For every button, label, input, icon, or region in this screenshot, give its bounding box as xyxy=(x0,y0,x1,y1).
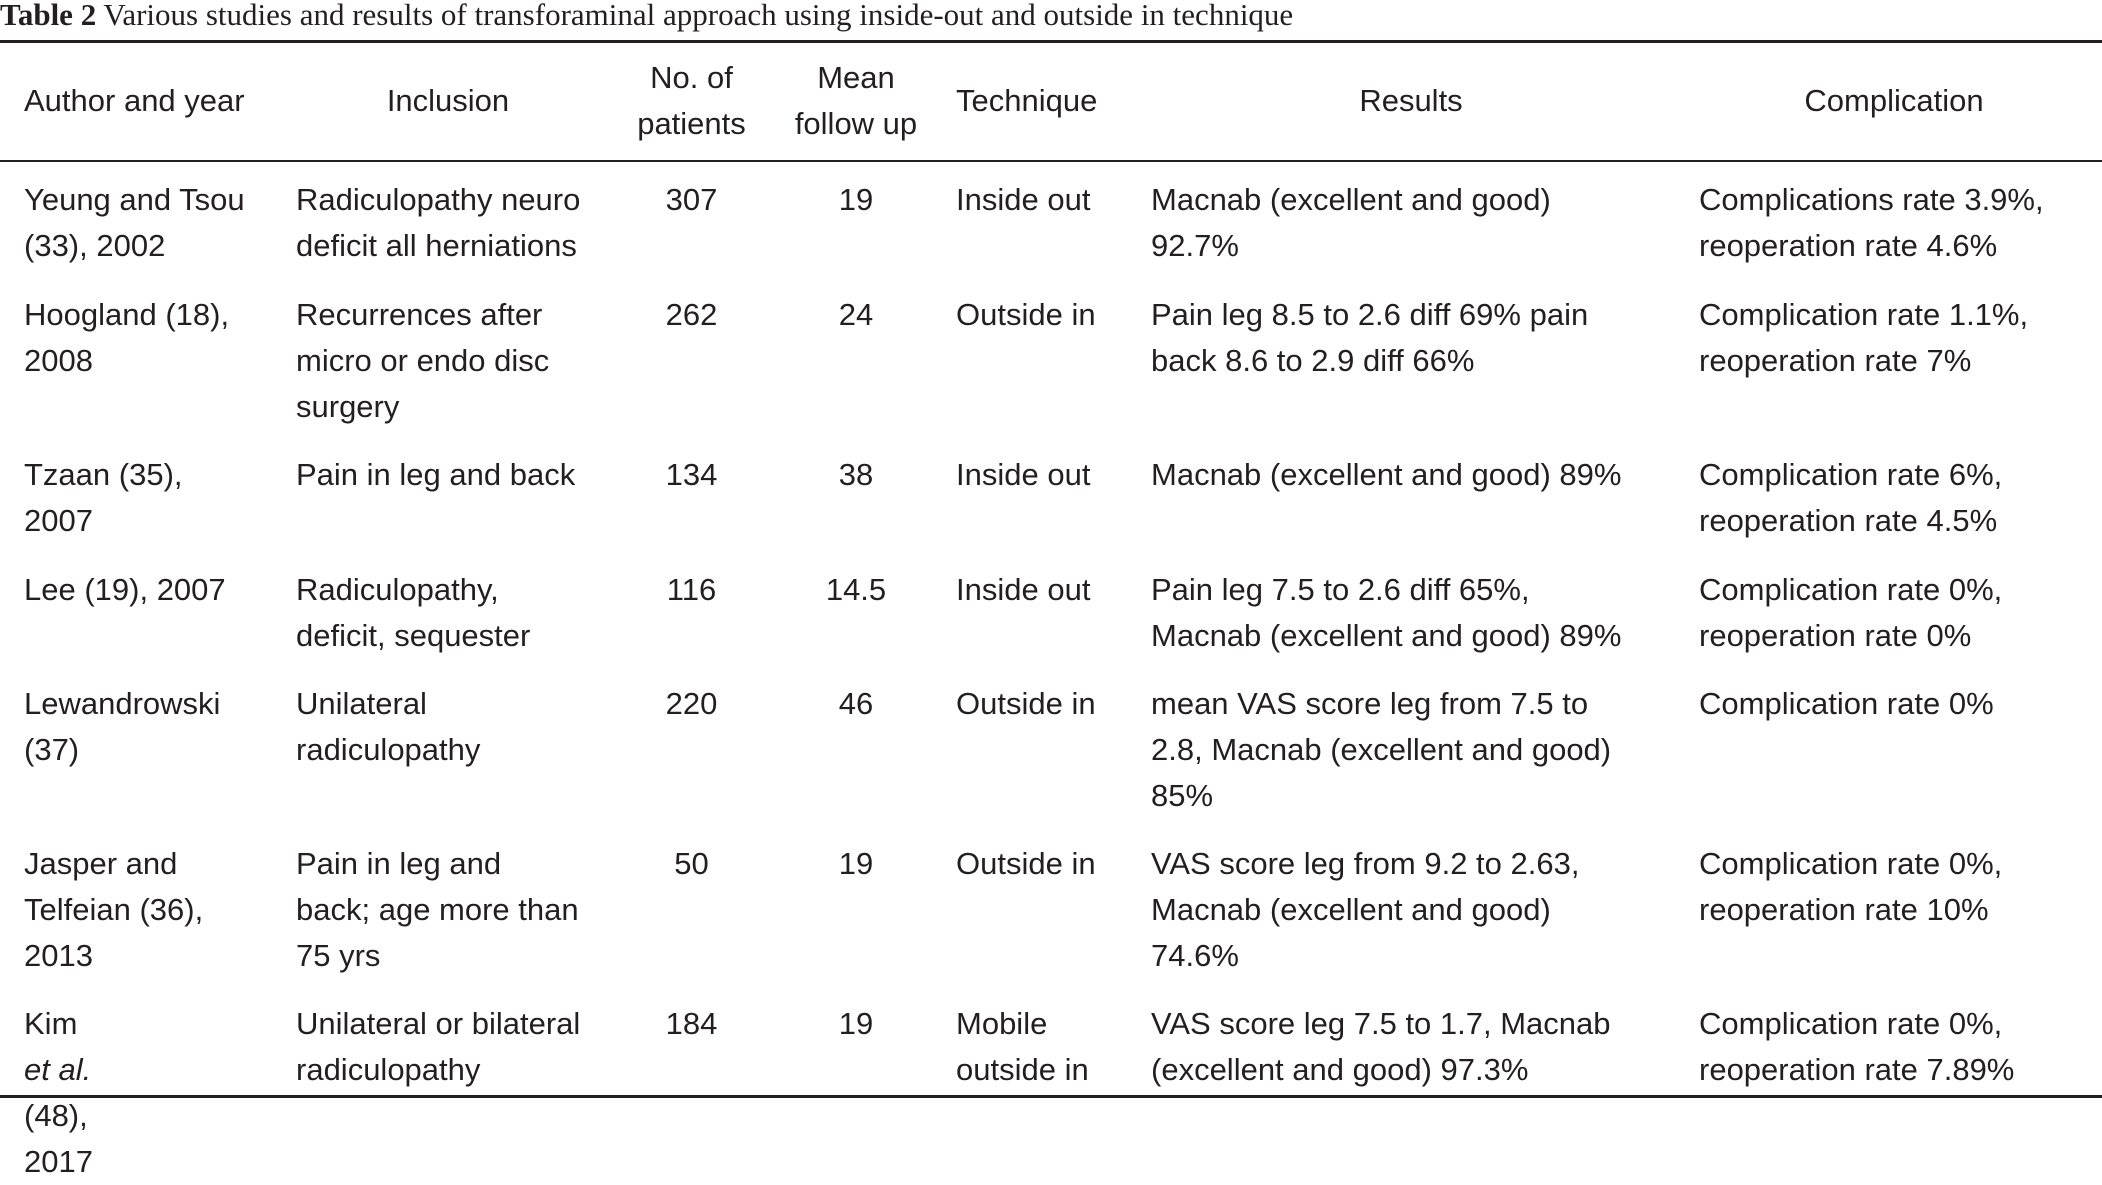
cell-complication xyxy=(1699,1001,2099,1093)
cell-line: Complication rate 0% xyxy=(1699,686,1994,721)
cell-inclusion xyxy=(296,681,632,773)
cell-line: 85% xyxy=(1151,778,1214,813)
header-technique: Technique xyxy=(956,83,1098,118)
cell-results xyxy=(1151,177,1671,269)
cell-author xyxy=(24,292,286,384)
cell-follow-up: 19 xyxy=(838,1006,874,1041)
table-row xyxy=(0,664,2102,824)
table-caption-text: Various studies and results of transforaminal approach using inside-out and outside in technique xyxy=(96,0,1294,32)
cell-results xyxy=(1151,1001,1671,1093)
header-results: Results xyxy=(1359,83,1463,118)
cell-author xyxy=(24,452,286,544)
cell-technique xyxy=(956,681,1146,727)
cell-line: Macnab (excellent and good) xyxy=(1151,182,1551,217)
header-follow-up-line: Mean xyxy=(817,60,895,95)
cell-line: Inside out xyxy=(956,182,1091,217)
cell-line: Lewandrowski xyxy=(24,686,221,721)
cell-line: Telfeian (36), xyxy=(24,892,204,927)
cell-technique xyxy=(956,177,1146,223)
cell-author xyxy=(24,841,286,979)
cell-author xyxy=(24,177,286,269)
cell-follow-up: 14.5 xyxy=(825,572,887,607)
cell-follow-up: 19 xyxy=(838,846,874,881)
author-name: Kim xyxy=(24,1006,78,1041)
cell-complication xyxy=(1699,292,2099,384)
cell-technique xyxy=(956,841,1146,887)
cell-line: Complication rate 0%, xyxy=(1699,572,2003,607)
cell-line: micro or endo disc xyxy=(296,343,550,378)
table-row xyxy=(0,160,2102,275)
cell-line: Unilateral xyxy=(296,686,427,721)
table-row xyxy=(0,824,2102,984)
cell-line: outside in xyxy=(956,1052,1089,1087)
cell-patients: 307 xyxy=(665,182,718,217)
cell-line: Pain leg 8.5 to 2.6 diff 69% pain xyxy=(1151,297,1589,332)
cell-inclusion xyxy=(296,452,632,498)
cell-line: 2008 xyxy=(24,343,93,378)
cell-line: deficit all herniations xyxy=(296,228,577,263)
cell-follow-up: 38 xyxy=(838,457,874,492)
cell-results xyxy=(1151,681,1671,819)
header-follow-up xyxy=(780,55,932,147)
cell-technique xyxy=(956,452,1146,498)
cell-line: deficit, sequester xyxy=(296,618,531,653)
cell-complication xyxy=(1699,567,2099,659)
cell-line: reoperation rate 7.89% xyxy=(1699,1052,2015,1087)
cell-patients: 220 xyxy=(665,686,718,721)
header-follow-up-line: follow up xyxy=(794,106,918,141)
author-et-al: et al. xyxy=(24,1052,92,1087)
cell-complication xyxy=(1699,177,2099,269)
table-caption xyxy=(0,0,1293,36)
header-patients xyxy=(629,55,754,147)
cell-line: surgery xyxy=(296,389,400,424)
cell-line: 75 yrs xyxy=(296,938,381,973)
table-row xyxy=(0,984,2102,1179)
cell-line: back; age more than xyxy=(296,892,579,927)
cell-line: Mobile xyxy=(956,1006,1048,1041)
cell-line: Complication rate 0%, xyxy=(1699,1006,2003,1041)
cell-follow-up: 19 xyxy=(838,182,874,217)
table-row xyxy=(0,550,2102,664)
cell-line: Jasper and xyxy=(24,846,178,881)
cell-line: Pain in leg and back xyxy=(296,457,576,492)
cell-author xyxy=(24,681,286,773)
cell-line: (37) xyxy=(24,732,80,767)
cell-line: Unilateral or bilateral xyxy=(296,1006,581,1041)
cell-line: VAS score leg from 9.2 to 2.63, xyxy=(1151,846,1580,881)
cell-line: (excellent and good) 97.3% xyxy=(1151,1052,1529,1087)
table-header-row xyxy=(0,40,2102,160)
cell-line: Inside out xyxy=(956,457,1091,492)
cell-line: Tzaan (35), xyxy=(24,457,183,492)
header-inclusion: Inclusion xyxy=(386,83,510,118)
cell-line: Outside in xyxy=(956,297,1096,332)
cell-line: reoperation rate 10% xyxy=(1699,892,1989,927)
cell-line: Complication rate 6%, xyxy=(1699,457,2003,492)
cell-line: Complications rate 3.9%, xyxy=(1699,182,2044,217)
cell-line: Complication rate 1.1%, xyxy=(1699,297,2029,332)
cell-line: reoperation rate 7% xyxy=(1699,343,1972,378)
cell-line: Inside out xyxy=(956,572,1091,607)
table-row xyxy=(0,275,2102,435)
cell-line: reoperation rate 4.6% xyxy=(1699,228,1998,263)
table-caption-label: Table 2 xyxy=(0,0,97,32)
cell-line: Recurrences after xyxy=(296,297,543,332)
cell-line: 2013 xyxy=(24,938,93,973)
cell-line: radiculopathy xyxy=(296,732,481,767)
cell-patients: 134 xyxy=(665,457,718,492)
cell-line: Complication rate 0%, xyxy=(1699,846,2003,881)
cell-complication xyxy=(1699,681,2099,727)
cell-line: Pain leg 7.5 to 2.6 diff 65%, xyxy=(1151,572,1530,607)
cell-line xyxy=(24,1001,286,1139)
cell-author xyxy=(24,567,286,613)
header-patients-line: No. of xyxy=(650,60,733,95)
header-author: Author and year xyxy=(24,83,245,118)
cell-line: Lee (19), 2007 xyxy=(24,572,226,607)
cell-results xyxy=(1151,292,1671,384)
cell-line: reoperation rate 4.5% xyxy=(1699,503,1998,538)
cell-patients: 262 xyxy=(665,297,718,332)
header-patients-line: patients xyxy=(637,106,746,141)
cell-line: 2017 xyxy=(24,1144,93,1179)
cell-results xyxy=(1151,841,1671,979)
cell-patients: 184 xyxy=(665,1006,718,1041)
cell-complication xyxy=(1699,452,2099,544)
cell-author xyxy=(24,1001,286,1185)
cell-inclusion xyxy=(296,292,632,430)
cell-inclusion xyxy=(296,177,632,269)
cell-technique xyxy=(956,567,1146,613)
author-ref: (48), xyxy=(24,1098,88,1133)
cell-technique xyxy=(956,292,1146,338)
cell-inclusion xyxy=(296,1001,632,1093)
cell-line: back 8.6 to 2.9 diff 66% xyxy=(1151,343,1475,378)
cell-line: Hoogland (18), xyxy=(24,297,230,332)
cell-line: Radiculopathy, xyxy=(296,572,499,607)
studies-table xyxy=(0,40,2102,1179)
cell-inclusion xyxy=(296,841,632,979)
cell-line: mean VAS score leg from 7.5 to xyxy=(1151,686,1589,721)
cell-inclusion xyxy=(296,567,632,659)
cell-technique xyxy=(956,1001,1146,1093)
cell-line: Outside in xyxy=(956,686,1096,721)
cell-follow-up: 46 xyxy=(838,686,874,721)
cell-results xyxy=(1151,567,1671,659)
cell-line: 2007 xyxy=(24,503,93,538)
cell-line: reoperation rate 0% xyxy=(1699,618,1972,653)
table-row xyxy=(0,435,2102,550)
cell-line: radiculopathy xyxy=(296,1052,481,1087)
cell-complication xyxy=(1699,841,2099,933)
header-complication: Complication xyxy=(1804,83,1984,118)
cell-line: 74.6% xyxy=(1151,938,1239,973)
cell-results xyxy=(1151,452,1671,498)
cell-line: 92.7% xyxy=(1151,228,1239,263)
cell-patients: 116 xyxy=(666,572,717,607)
cell-line: VAS score leg 7.5 to 1.7, Macnab xyxy=(1151,1006,1611,1041)
cell-line: Macnab (excellent and good) 89% xyxy=(1151,457,1622,492)
cell-line: (33), 2002 xyxy=(24,228,166,263)
cell-line: 2.8, Macnab (excellent and good) xyxy=(1151,732,1612,767)
cell-line: Macnab (excellent and good) 89% xyxy=(1151,618,1622,653)
cell-line: Radiculopathy neuro xyxy=(296,182,581,217)
cell-line: Pain in leg and xyxy=(296,846,502,881)
cell-line: Outside in xyxy=(956,846,1096,881)
cell-patients: 50 xyxy=(674,846,709,881)
cell-follow-up: 24 xyxy=(838,297,874,332)
cell-line: Yeung and Tsou xyxy=(24,182,245,217)
cell-line: Macnab (excellent and good) xyxy=(1151,892,1551,927)
